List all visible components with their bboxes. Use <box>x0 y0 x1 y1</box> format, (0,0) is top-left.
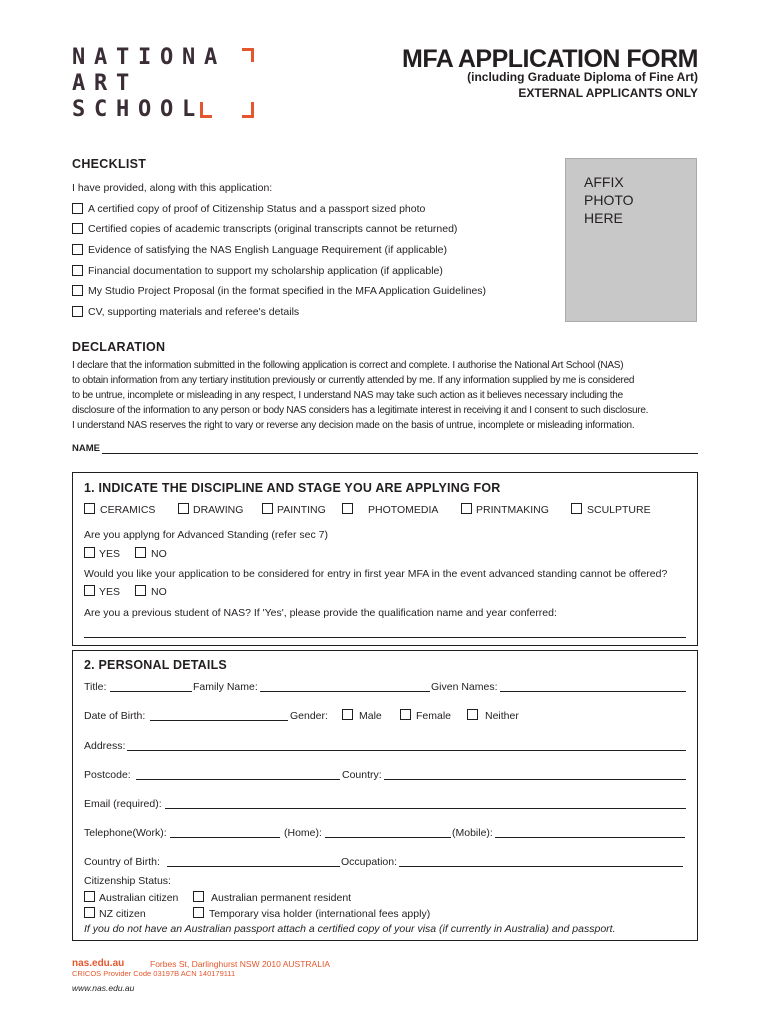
first-year-no-checkbox[interactable] <box>135 585 146 596</box>
citizenship-label: Citizenship Status: <box>84 875 171 887</box>
name-field[interactable] <box>102 453 698 454</box>
dob-field[interactable] <box>150 720 288 721</box>
previous-qualification-field[interactable] <box>84 637 686 638</box>
logo-letter: C <box>94 96 108 122</box>
family-name-label: Family Name: <box>193 681 258 693</box>
photo-box <box>565 158 697 322</box>
declaration-line: disclosure of the information to any person or body NAS considers has a legitimate interest in receiving it and I consent to such disclosure. <box>72 405 649 416</box>
passport-note: If you do not have an Australian passport attach a certified copy of your visa (if currently in Australia) and passport. <box>84 923 616 935</box>
checklist-checkbox-cv[interactable] <box>72 306 83 317</box>
address-label: Address: <box>84 740 126 752</box>
logo-letter: O <box>138 96 152 122</box>
checklist-item: Certified copies of academic transcripts (original transcripts cannot be returned) <box>88 223 458 235</box>
logo-bracket-icon <box>242 102 254 118</box>
declaration-line: I understand NAS reserves the right to vary or reverse any decision made on the basis of untrue, incomplete or misleading information. <box>72 420 635 431</box>
logo-line-3 <box>72 96 262 122</box>
logo-letter: I <box>138 44 152 70</box>
given-names-label: Given Names: <box>431 681 498 693</box>
citizenship-nz-checkbox[interactable] <box>84 907 95 918</box>
gender-female-checkbox[interactable] <box>400 709 411 720</box>
logo-letter: O <box>160 44 174 70</box>
declaration-line: to obtain information from any tertiary institution previously or currently attended by me. If any information supplied by me is considered <box>72 375 635 386</box>
logo-letter: L <box>182 96 196 122</box>
tel-work-label: Telephone(Work): <box>84 827 167 839</box>
discipline-checkbox-painting[interactable] <box>262 503 273 514</box>
form-subtitle: (including Graduate Diploma of Fine Art) <box>467 70 698 84</box>
discipline-checkbox-printmaking[interactable] <box>461 503 472 514</box>
checklist-item: Financial documentation to support my scholarship application (if applicable) <box>88 265 443 277</box>
declaration-line: I declare that the information submitted in the following application is correct and complete. I authorise the National Art School (NAS) <box>72 360 624 371</box>
checklist-title: CHECKLIST <box>72 157 147 171</box>
previous-student-question: Are you a previous student of NAS? If 'Yes', please provide the qualification name and year conferred: <box>84 607 557 619</box>
title-field[interactable] <box>110 691 192 692</box>
gender-neither-checkbox[interactable] <box>467 709 478 720</box>
occupation-field[interactable] <box>399 866 683 867</box>
discipline-checkbox-photomedia[interactable] <box>342 503 353 514</box>
photo-label: PHOTO <box>584 192 634 208</box>
citizenship-pr-checkbox[interactable] <box>193 891 204 902</box>
footer-cricos: CRICOS Provider Code 03197B ACN 140179111 <box>72 969 236 978</box>
discipline-section-title: 1. INDICATE THE DISCIPLINE AND STAGE YOU ARE APPLYING FOR <box>84 481 501 495</box>
advanced-standing-question: Are you applyng for Advanced Standing (refer sec 7) <box>84 529 328 541</box>
footer-www[interactable]: www.nas.edu.au <box>72 983 135 993</box>
tel-work-field[interactable] <box>170 837 280 838</box>
family-name-field[interactable] <box>260 691 430 692</box>
footer-url[interactable]: nas.edu.au <box>72 958 125 969</box>
logo-letter: A <box>204 44 218 70</box>
advanced-standing-yes-checkbox[interactable] <box>84 547 95 558</box>
logo-letter: O <box>160 96 174 122</box>
first-year-yes-checkbox[interactable] <box>84 585 95 596</box>
no-label: NO <box>151 548 167 560</box>
logo-letter: R <box>94 70 108 96</box>
logo-bracket-icon <box>242 48 254 62</box>
tel-home-field[interactable] <box>325 837 451 838</box>
email-field[interactable] <box>165 808 686 809</box>
logo-letter: A <box>72 70 86 96</box>
discipline-label: DRAWING <box>193 504 244 516</box>
checklist-checkbox-english[interactable] <box>72 244 83 255</box>
checklist-item: CV, supporting materials and referee's details <box>88 306 300 318</box>
gender-label: Gender: <box>290 710 328 722</box>
logo-bracket-icon <box>200 102 212 118</box>
logo-letter: T <box>116 44 130 70</box>
logo-letter: N <box>182 44 196 70</box>
declaration-title: DECLARATION <box>72 340 166 354</box>
discipline-checkbox-ceramics[interactable] <box>84 503 95 514</box>
neither-label: Neither <box>485 710 519 722</box>
logo-letter: N <box>72 44 86 70</box>
citizenship-temp-visa-checkbox[interactable] <box>193 907 204 918</box>
logo-line-1 <box>72 44 262 70</box>
photo-label: AFFIX <box>584 174 624 190</box>
footer-address: Forbes St, Darlinghurst NSW 2010 AUSTRALIA <box>150 959 330 969</box>
checklist-item: Evidence of satisfying the NAS English Language Requirement (if applicable) <box>88 244 447 256</box>
checklist-checkbox-proposal[interactable] <box>72 285 83 296</box>
declaration-line: to be untrue, incomplete or misleading in any respect, I understand NAS may take such action as it believes necessary including the <box>72 390 623 401</box>
checklist-checkbox-citizenship[interactable] <box>72 203 83 214</box>
checklist-checkbox-financial[interactable] <box>72 265 83 276</box>
logo-letter: S <box>72 96 86 122</box>
logo-letter: A <box>94 44 108 70</box>
discipline-label: CERAMICS <box>100 504 156 516</box>
advanced-standing-no-checkbox[interactable] <box>135 547 146 558</box>
discipline-label: PRINTMAKING <box>476 504 549 516</box>
male-label: Male <box>359 710 382 722</box>
discipline-label: PAINTING <box>277 504 326 516</box>
nz-citizen-label: NZ citizen <box>99 908 146 920</box>
country-of-birth-field[interactable] <box>167 866 340 867</box>
gender-male-checkbox[interactable] <box>342 709 353 720</box>
no-label: NO <box>151 586 167 598</box>
first-year-question: Would you like your application to be considered for entry in first year MFA in the event advanced standing cannot be offered? <box>84 568 668 580</box>
tel-mobile-field[interactable] <box>495 837 685 838</box>
name-label: NAME <box>72 443 100 454</box>
checklist-item: My Studio Project Proposal (in the format specified in the MFA Application Guidelines) <box>88 285 487 297</box>
occupation-label: Occupation: <box>341 856 398 868</box>
title-label: Title: <box>84 681 107 693</box>
photo-label: HERE <box>584 210 623 226</box>
yes-label: YES <box>99 548 121 560</box>
declaration-text <box>72 358 698 433</box>
tel-home-label: (Home): <box>284 827 322 839</box>
given-names-field[interactable] <box>500 691 686 692</box>
temp-visa-label: Temporary visa holder (international fees apply) <box>209 908 431 920</box>
email-label: Email (required): <box>84 798 162 810</box>
citizenship-au-checkbox[interactable] <box>84 891 95 902</box>
checklist-intro: I have provided, along with this application: <box>72 182 273 194</box>
nas-logo <box>72 44 262 122</box>
country-field[interactable] <box>384 779 686 780</box>
discipline-label: PHOTOMEDIA <box>368 504 439 516</box>
discipline-checkbox-sculpture[interactable] <box>571 503 582 514</box>
form-audience: EXTERNAL APPLICANTS ONLY <box>518 86 698 100</box>
female-label: Female <box>416 710 452 722</box>
discipline-checkbox-drawing[interactable] <box>178 503 189 514</box>
yes-label: YES <box>99 586 121 598</box>
logo-letter: H <box>116 96 130 122</box>
checklist-item: A certified copy of proof of Citizenship Status and a passport sized photo <box>88 203 426 215</box>
logo-letter: T <box>116 70 130 96</box>
form-title: MFA APPLICATION FORM <box>402 45 698 73</box>
au-pr-label: Australian permanent resident <box>211 892 352 904</box>
dob-label: Date of Birth: <box>84 710 146 722</box>
personal-details-title: 2. PERSONAL DETAILS <box>84 658 227 672</box>
postcode-field[interactable] <box>136 779 340 780</box>
tel-mobile-label: (Mobile): <box>452 827 493 839</box>
logo-line-2 <box>72 70 262 96</box>
postcode-label: Postcode: <box>84 769 131 781</box>
checklist-checkbox-transcripts[interactable] <box>72 223 83 234</box>
country-label: Country: <box>342 769 382 781</box>
country-of-birth-label: Country of Birth: <box>84 856 160 868</box>
au-citizen-label: Australian citizen <box>99 892 179 904</box>
discipline-label: SCULPTURE <box>587 504 651 516</box>
address-field[interactable] <box>127 750 686 751</box>
